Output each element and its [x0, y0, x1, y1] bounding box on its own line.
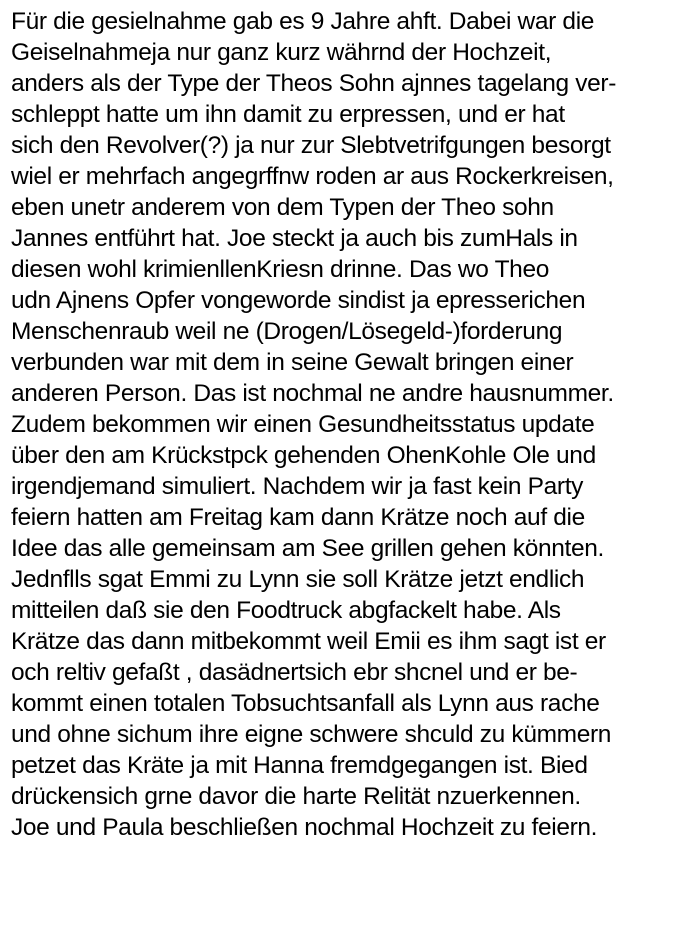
text-line: irgendjemand simuliert. Nachdem wir ja fast kein Party — [11, 473, 584, 500]
text-line: Jednflls sgat Emmi zu Lynn sie soll Krätze jetzt endlich — [11, 566, 585, 593]
text-line: Geiselnahmeja nur ganz kurz währnd der Hochzeit, — [11, 39, 552, 66]
text-line: Idee das alle gemeinsam am See grillen gehen könnten. — [11, 535, 604, 562]
text-line: petzet das Kräte ja mit Hanna fremdgegangen ist. Bied — [11, 752, 588, 779]
text-line: eben unetr anderem von dem Typen der Theo sohn — [11, 194, 554, 221]
text-line: Krätze das dann mitbekommt weil Emii es ihm sagt ist er — [11, 628, 606, 655]
text-line: schleppt hatte um ihn damit zu erpressen, und er hat — [11, 101, 565, 128]
text-line: Menschenraub weil ne (Drogen/Lösegeld-)forderung — [11, 318, 563, 345]
text-line: Joe und Paula beschließen nochmal Hochzeit zu feiern. — [11, 814, 598, 841]
text-line: und ohne sichum ihre eigne schwere shculd zu kümmern — [11, 721, 612, 748]
text-line: verbunden war mit dem in seine Gewalt bringen einer — [11, 349, 574, 376]
text-line: mitteilen daß sie den Foodtruck abgfackelt habe. Als — [11, 597, 561, 624]
text-line: anders als der Type der Theos Sohn ajnnes tagelang ver- — [11, 70, 616, 97]
text-line: anderen Person. Das ist nochmal ne andre hausnummer. — [11, 380, 614, 407]
text-line: Jannes entführt hat. Joe steckt ja auch bis zumHals in — [11, 225, 578, 252]
text-line: Für die gesielnahme gab es 9 Jahre ahft. Dabei war die — [11, 8, 595, 35]
text-line: kommt einen totalen Tobsuchtsanfall als Lynn aus rache — [11, 690, 600, 717]
text-line: drückensich grne davor die harte Relität nzuerkennen. — [11, 783, 581, 810]
text-line: Zudem bekommen wir einen Gesundheitsstatus update — [11, 411, 595, 438]
text-line: udn Ajnens Opfer vongeworde sindist ja epresserichen — [11, 287, 586, 314]
text-line: wiel er mehrfach angegrffnw roden ar aus Rockerkreisen, — [11, 163, 614, 190]
text-line: feiern hatten am Freitag kam dann Krätze noch auf die — [11, 504, 585, 531]
text-line: sich den Revolver(?) ja nur zur Slebtvetrifgungen besorgt — [11, 132, 611, 159]
body-text — [11, 6, 681, 843]
text-line: och reltiv gefaßt , dasädnertsich ebr shcnel und er be- — [11, 659, 578, 686]
text-line: über den am Krückstpck gehenden OhenKohle Ole und — [11, 442, 596, 469]
text-line: diesen wohl krimienllenKriesn drinne. Das wo Theo — [11, 256, 550, 283]
